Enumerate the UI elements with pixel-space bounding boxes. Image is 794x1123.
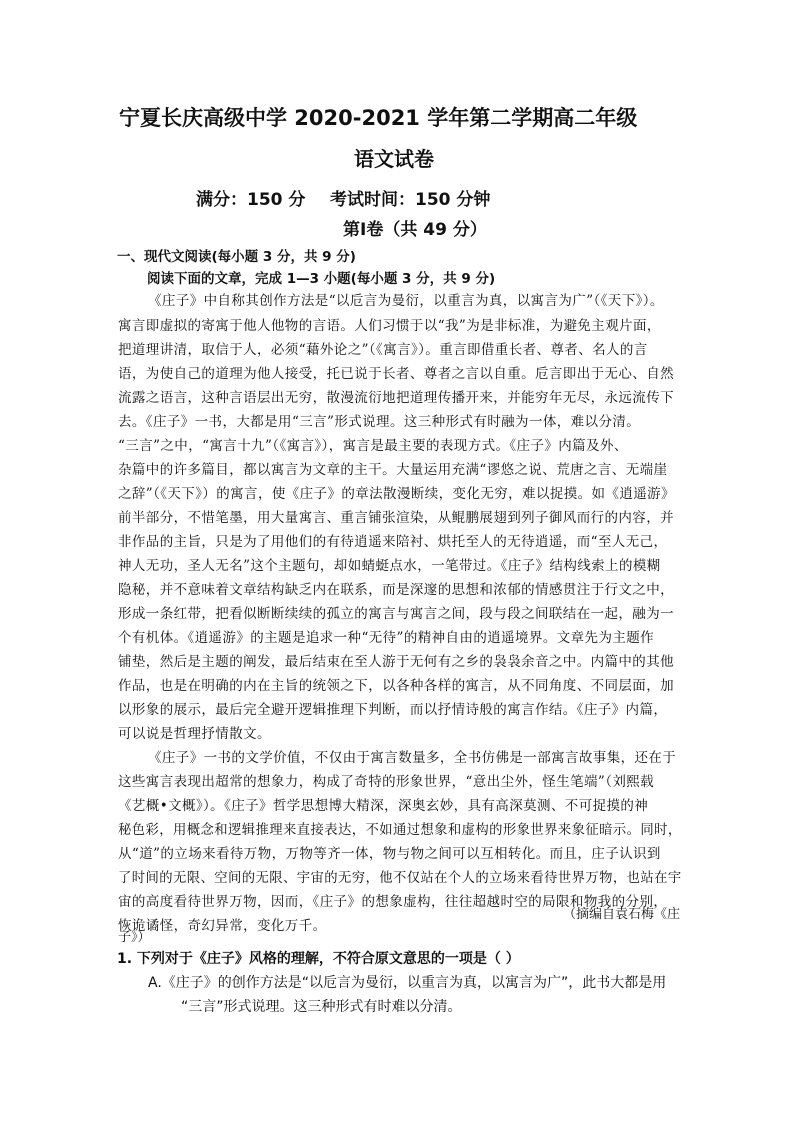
passage-line: 《艺概•文概》）。《庄子》哲学思想博大精深，深奥玄妙，具有高深莫测、不可捉摸的神 (118, 798, 649, 814)
passage-line: 语，为使自己的道理为他人接受，托已说于长者、尊者之言以自重。卮言即出于无心、自然 (118, 366, 674, 382)
passage-line: 之辞”（《天下》）的寓言，使《庄子》的章法散漫断续，变化无穷，难以捉摸。如《逍遥游》 (118, 486, 675, 502)
passage-line: 秘色彩，用概念和逻辑推理来直接表达，不如通过想象和虚构的形象世界来象征暗示。同时， (118, 822, 682, 838)
passage-line: 这些寓言表现出超常的想象力，构成了奇特的形象世界，“意出尘外，怪生笔端”（刘熙载 (118, 774, 655, 790)
passage-line: 从“道”的立场来看待万物，万物等齐一体，物与物之间可以互相转化。而且，庄子认识到 (118, 846, 661, 862)
volume-heading: 第Ⅰ卷（共 49 分） (343, 220, 487, 240)
passage-line: 前半部分，不惜笔墨，用大量寓言、重言铺张渲染，从鲲鹏展翅到列子御风而行的内容，并 (118, 510, 674, 526)
passage-line: 《庄子》中自称其创作方法是“以卮言为曼衍，以重言为真，以寓言为广”（《天下》）。 (148, 293, 664, 309)
passage-line: 去。《庄子》一书，大都是用“三言”形式说理。这三种形式有时融为一体，难以分清。 (118, 414, 641, 430)
passage-line: 杂篇中的许多篇目，都以寓言为文章的主干。大量运用充满“谬悠之说、荒唐之言、无端崖 (118, 462, 668, 478)
passage-line: 作品，也是在明确的内在主旨的统领之下，以各种各样的寓言，从不同角度、不同层面，加 (118, 678, 674, 694)
passage-line: 把道理讲清，取信于人，必须“藉外论之”（《寓言》）。重言即借重长者、尊者、名人的言 (118, 342, 648, 358)
exam-title: 宁夏长庆高级中学 2020-2021 学年第二学期高二年级 (119, 106, 638, 130)
passage-line: 寓言即虚拟的寄寓于他人他物的言语。人们习惯于以“我”为是非标准，为避免主观片面， (118, 318, 661, 334)
section-heading: 一、现代文阅读(每小题 3 分，共 9 分) (117, 249, 356, 265)
passage-line: 形成一条红带，把看似断断续续的孤立的寓言与寓言之间，段与段之间联结在一起，融为一 (118, 606, 674, 622)
passage-line: 可以说是哲理抒情散文。 (118, 726, 271, 742)
passage-line: 隐秘，并不意味着文章结构缺乏内在联系，而是深邃的思想和浓郁的情感贯注于行文之中， (118, 582, 674, 598)
passage-line: 非作品的主旨，只是为了用他们的有待逍遥来陪衬、烘托至人的无待逍遥，而“至人无己， (118, 534, 668, 550)
passage-line: 恢诡谲怪，奇幻异常，变化万千。 (118, 918, 327, 934)
question-1-option-a: A.《庄子》的创作方法是“以卮言为曼衍，以重言为真，以寓言为广”，此书大都是用 (148, 975, 667, 991)
question-1-stem: 1. 下列对于《庄子》风格的理解，不符合原文意思的一项是（ ） (117, 951, 520, 967)
passage-line: 流露之语言，这种言语层出无穷，散漫流衍地把道理传播开来，并能穷年无尽，永远流传下 (118, 390, 674, 406)
passage-line: 宙的高度看待世界万物，因而，《庄子》的想象虚构，往往超越时空的局限和物我的分别， (118, 894, 668, 910)
exam-subtitle: 语文试卷 (354, 147, 434, 171)
passage-line: 《庄子》一书的文学价值，不仅由于寓言数量多，全书仿佛是一部寓言故事集，还在于 (148, 750, 677, 766)
passage-line: “三言”之中，“寓言十九”（《寓言》），寓言是最主要的表现方式。《庄子》内篇及外、 (118, 438, 628, 454)
passage-line: 了时间的无限、空间的无限、宇宙的无穷，他不仅站在个人的立场来看待世界万物，也站在宇 (118, 870, 682, 886)
citation: 子》） (118, 930, 151, 945)
passage-line: 个有机体。《逍遥游》的主题是追求一种“无待”的精神自由的逍遥境界。文章先为主题作 (118, 630, 655, 646)
question-1-option-a-cont: “三言”形式说理。这三种形式有时难以分清。 (181, 999, 462, 1015)
full-score: 满分：150 分 (196, 190, 306, 210)
passage-line: 神人无功，圣人无名”这个主题句，却如蜻蜓点水，一笔带过。《庄子》结构线索上的模糊 (118, 558, 661, 574)
passage-line: 以形象的展示，最后完全避开逻辑推理下判断，而以抒情诗般的寓言作结。《庄子》内篇， (118, 702, 668, 718)
passage-line: 铺垫，然后是主题的阐发，最后结束在至人游于无何有之乡的袅袅余音之中。内篇中的其他 (118, 654, 674, 670)
exam-time: 考试时间：150 分钟 (330, 190, 491, 210)
reading-instruction: 阅读下面的文章，完成 1—3 小题(每小题 3 分，共 9 分) (147, 271, 496, 287)
citation: （摘编自袁石梅《庄 (563, 907, 681, 922)
